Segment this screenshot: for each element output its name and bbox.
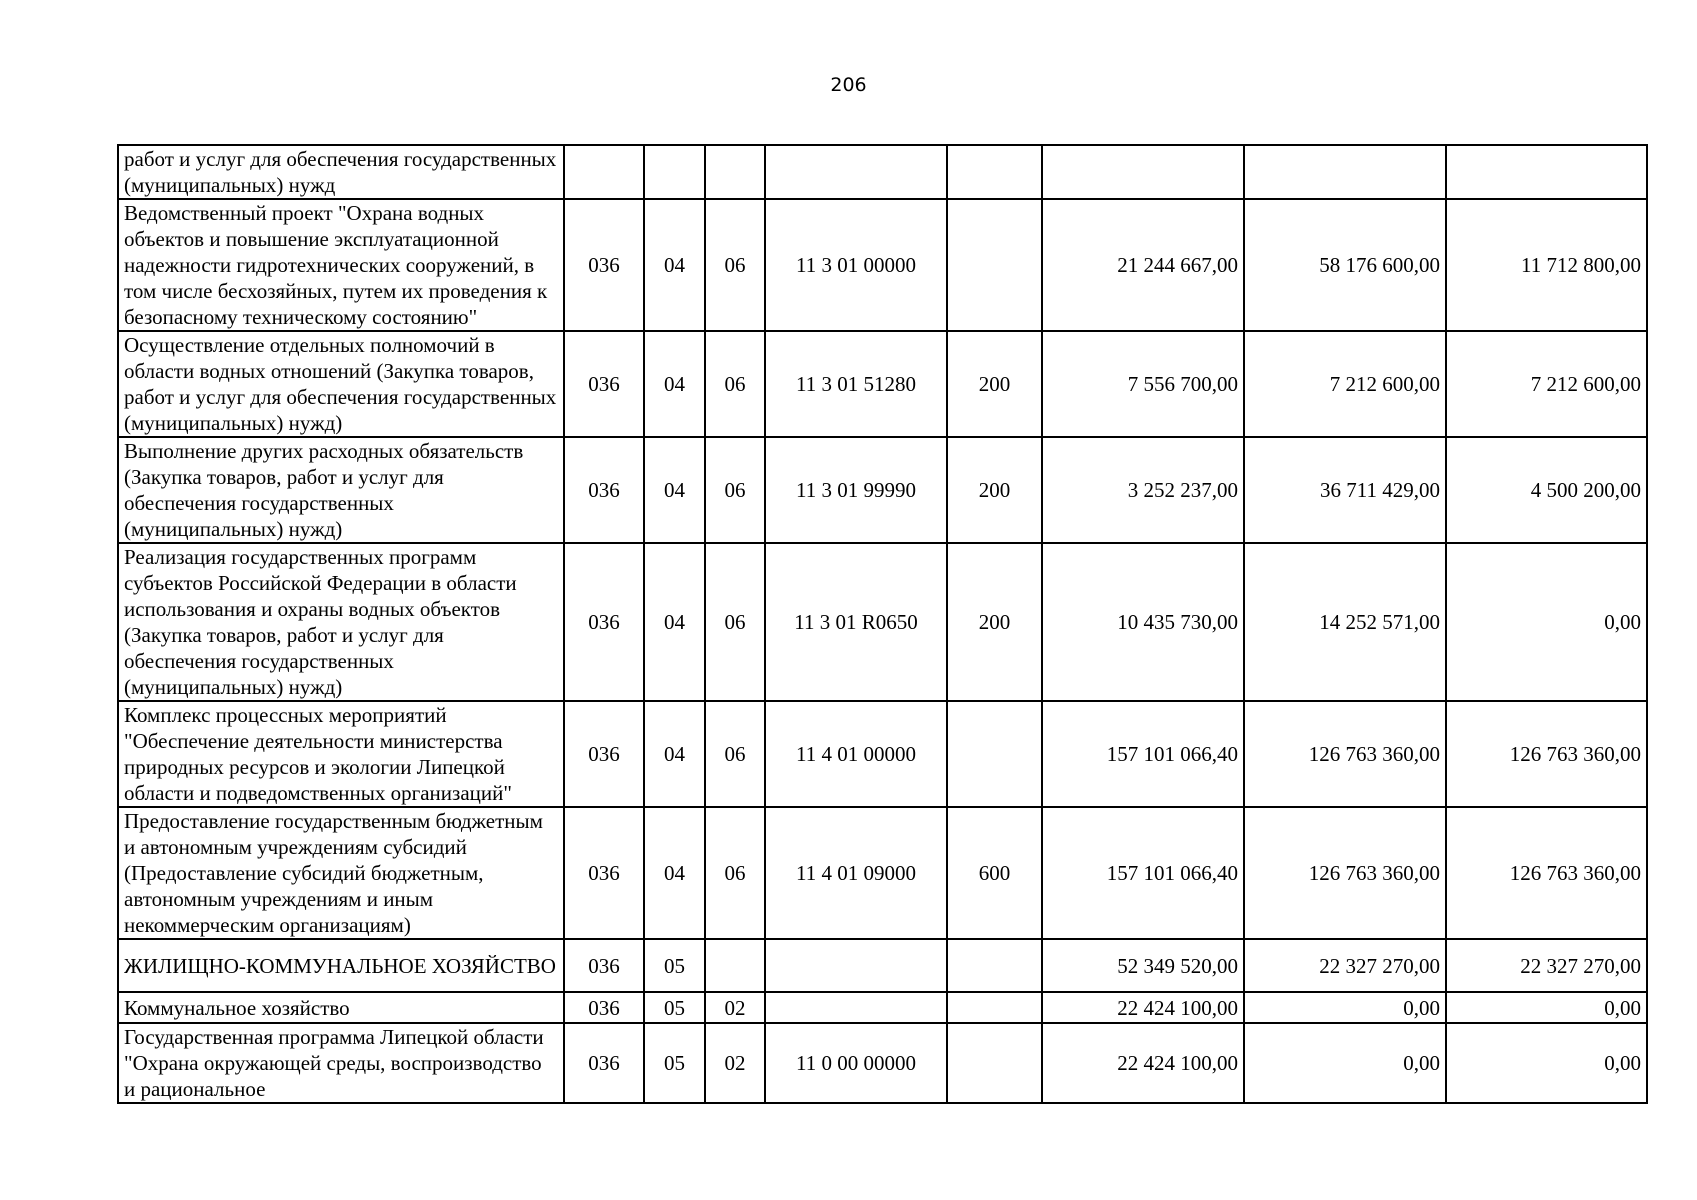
section-cell: 04 <box>644 199 705 331</box>
target-article-cell <box>765 939 947 992</box>
target-article-cell: 11 4 01 00000 <box>765 701 947 807</box>
amount-year1-cell: 52 349 520,00 <box>1042 939 1244 992</box>
table-row <box>118 199 1647 331</box>
target-article-cell <box>765 992 947 1023</box>
amount-year3-cell <box>1446 145 1647 199</box>
amount-year3-cell: 22 327 270,00 <box>1446 939 1647 992</box>
target-article-cell: 11 4 01 09000 <box>765 807 947 939</box>
row-name-cell: Коммунальное хозяйство <box>118 992 564 1023</box>
amount-year3-cell: 126 763 360,00 <box>1446 701 1647 807</box>
section-cell: 05 <box>644 992 705 1023</box>
expense-type-cell: 200 <box>947 437 1042 543</box>
amount-year2-cell <box>1244 145 1446 199</box>
amount-year1-cell <box>1042 145 1244 199</box>
section-cell: 04 <box>644 437 705 543</box>
table-row <box>118 437 1647 543</box>
amount-year2-cell: 58 176 600,00 <box>1244 199 1446 331</box>
expense-type-cell: 200 <box>947 543 1042 701</box>
grbs-cell: 036 <box>564 807 644 939</box>
amount-year2-cell: 0,00 <box>1244 1023 1446 1103</box>
row-name-cell: Предоставление государственным бюджетным и автономным учреждениям субсидий (Предоставление субсидий бюджетным, автономным учреждениям и иным некоммерческим организациям) <box>118 807 564 939</box>
target-article-cell: 11 3 01 51280 <box>765 331 947 437</box>
table-row <box>118 543 1647 701</box>
amount-year1-cell: 22 424 100,00 <box>1042 1023 1244 1103</box>
grbs-cell: 036 <box>564 1023 644 1103</box>
amount-year1-cell: 7 556 700,00 <box>1042 331 1244 437</box>
target-article-cell <box>765 145 947 199</box>
grbs-cell: 036 <box>564 543 644 701</box>
subsection-cell: 06 <box>705 701 765 807</box>
section-cell <box>644 145 705 199</box>
amount-year3-cell: 0,00 <box>1446 992 1647 1023</box>
row-name-cell: работ и услуг для обеспечения государственных (муниципальных) нужд <box>118 145 564 199</box>
expense-type-cell: 600 <box>947 807 1042 939</box>
grbs-cell: 036 <box>564 437 644 543</box>
page-number: 206 <box>830 74 867 96</box>
expense-type-cell <box>947 1023 1042 1103</box>
subsection-cell: 06 <box>705 437 765 543</box>
row-name-cell: Выполнение других расходных обязательств (Закупка товаров, работ и услуг для обеспечения государственных (муниципальных) нужд) <box>118 437 564 543</box>
subsection-cell: 02 <box>705 992 765 1023</box>
amount-year2-cell: 36 711 429,00 <box>1244 437 1446 543</box>
target-article-cell: 11 3 01 R0650 <box>765 543 947 701</box>
subsection-cell <box>705 939 765 992</box>
expense-type-cell: 200 <box>947 331 1042 437</box>
subsection-cell: 06 <box>705 199 765 331</box>
section-cell: 05 <box>644 1023 705 1103</box>
table-row <box>118 701 1647 807</box>
expense-type-cell <box>947 199 1042 331</box>
section-cell: 04 <box>644 701 705 807</box>
table-row <box>118 145 1647 199</box>
amount-year3-cell: 0,00 <box>1446 1023 1647 1103</box>
amount-year2-cell: 14 252 571,00 <box>1244 543 1446 701</box>
amount-year1-cell: 157 101 066,40 <box>1042 701 1244 807</box>
amount-year3-cell: 4 500 200,00 <box>1446 437 1647 543</box>
row-name-cell: Комплекс процессных мероприятий "Обеспечение деятельности министерства природных ресурсов и экологии Липецкой области и подведомственных организаций" <box>118 701 564 807</box>
expense-type-cell <box>947 145 1042 199</box>
amount-year1-cell: 22 424 100,00 <box>1042 992 1244 1023</box>
section-cell: 04 <box>644 331 705 437</box>
grbs-cell: 036 <box>564 331 644 437</box>
section-cell: 04 <box>644 807 705 939</box>
amount-year2-cell: 22 327 270,00 <box>1244 939 1446 992</box>
amount-year2-cell: 0,00 <box>1244 992 1446 1023</box>
row-name-cell: Осуществление отдельных полномочий в области водных отношений (Закупка товаров, работ и услуг для обеспечения государственных (муниципальных) нужд) <box>118 331 564 437</box>
grbs-cell: 036 <box>564 199 644 331</box>
row-name-cell: Реализация государственных программ субъектов Российской Федерации в области использования и охраны водных объектов (Закупка товаров, работ и услуг для обеспечения государственных (муниципальных) нужд) <box>118 543 564 701</box>
row-name-cell: ЖИЛИЩНО-КОММУНАЛЬНОЕ ХОЗЯЙСТВО <box>118 939 564 992</box>
target-article-cell: 11 3 01 00000 <box>765 199 947 331</box>
target-article-cell: 11 3 01 99990 <box>765 437 947 543</box>
amount-year3-cell: 0,00 <box>1446 543 1647 701</box>
budget-table <box>117 144 1648 1104</box>
amount-year1-cell: 3 252 237,00 <box>1042 437 1244 543</box>
amount-year1-cell: 10 435 730,00 <box>1042 543 1244 701</box>
section-cell: 04 <box>644 543 705 701</box>
subsection-cell: 06 <box>705 807 765 939</box>
amount-year1-cell: 157 101 066,40 <box>1042 807 1244 939</box>
grbs-cell: 036 <box>564 939 644 992</box>
amount-year1-cell: 21 244 667,00 <box>1042 199 1244 331</box>
row-name-cell: Государственная программа Липецкой области "Охрана окружающей среды, воспроизводство и рациональное <box>118 1023 564 1103</box>
budget-table-body <box>118 145 1647 1103</box>
amount-year2-cell: 126 763 360,00 <box>1244 701 1446 807</box>
amount-year3-cell: 11 712 800,00 <box>1446 199 1647 331</box>
subsection-cell: 02 <box>705 1023 765 1103</box>
table-row <box>118 992 1647 1023</box>
target-article-cell: 11 0 00 00000 <box>765 1023 947 1103</box>
table-row <box>118 939 1647 992</box>
section-cell: 05 <box>644 939 705 992</box>
subsection-cell: 06 <box>705 543 765 701</box>
table-row <box>118 1023 1647 1103</box>
table-row <box>118 807 1647 939</box>
grbs-cell: 036 <box>564 701 644 807</box>
amount-year3-cell: 7 212 600,00 <box>1446 331 1647 437</box>
expense-type-cell <box>947 992 1042 1023</box>
subsection-cell: 06 <box>705 331 765 437</box>
amount-year2-cell: 126 763 360,00 <box>1244 807 1446 939</box>
subsection-cell <box>705 145 765 199</box>
amount-year2-cell: 7 212 600,00 <box>1244 331 1446 437</box>
table-row <box>118 331 1647 437</box>
grbs-cell: 036 <box>564 992 644 1023</box>
amount-year3-cell: 126 763 360,00 <box>1446 807 1647 939</box>
expense-type-cell <box>947 939 1042 992</box>
row-name-cell: Ведомственный проект "Охрана водных объектов и повышение эксплуатационной надежности гидротехнических сооружений, в том числе бесхозяйных, путем их проведения к безопасному техническому состоянию" <box>118 199 564 331</box>
expense-type-cell <box>947 701 1042 807</box>
grbs-cell <box>564 145 644 199</box>
